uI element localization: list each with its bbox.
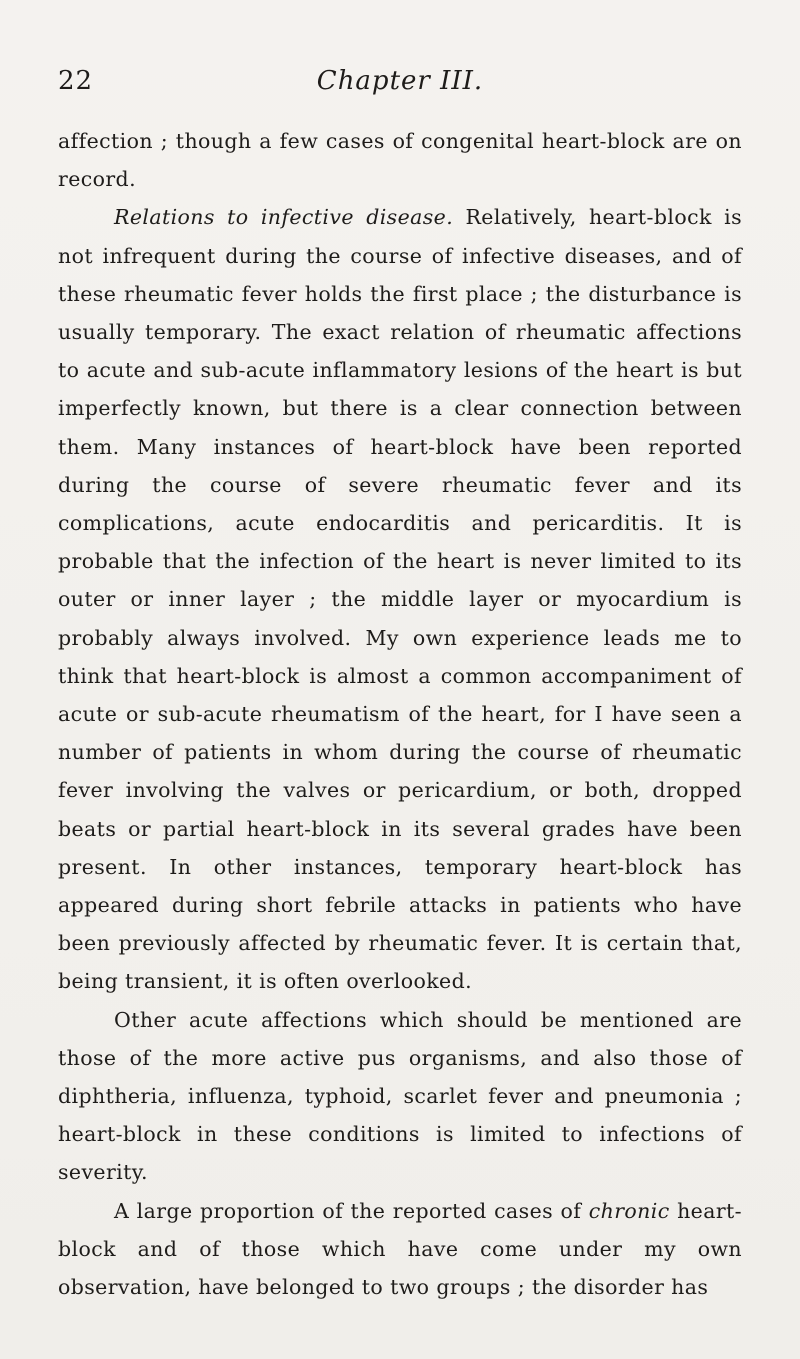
paragraph-infective-disease bbox=[58, 198, 742, 1000]
paragraph-body: Relatively, heart-block is not infrequent during the course of infective diseases, and of these rheumatic fever holds the first place ; the disturbance is usually temporary. The exact relation of rheumatic affections to acute and sub-acute inflammatory lesions of the heart is but imperfectly known, but there is a clear connection between them. Many instances of heart-block have been reported during the course of severe rheumatic fever and its complications, acute endocarditis and pericarditis. It is probable that the infection of the heart is never limited to its outer or inner layer ; the middle layer or myocardium is probably always involved. My own experience leads me to think that heart-block is almost a common accompaniment of acute or sub-acute rheumatism of the heart, for I have seen a number of patients in whom during the course of rheumatic fever involving the valves or pericardium, or both, dropped beats or partial heart-block in its several grades have been present. In other instances, temporary heart-block has appeared during short febrile attacks in patients who have been previously affected by rheumatic fever. It is certain that, being transient, it is often overlooked. bbox=[58, 205, 742, 994]
paragraph-continued: affection ; though a few cases of congenital heart-block are on record. bbox=[58, 129, 742, 192]
body-text bbox=[58, 122, 742, 1306]
paragraph-other-affections: Other acute affections which should be mentioned are those of the more active pus organisms, and also those of diphtheria, influenza, typhoid, scarlet fever and pneumonia ; heart-block in these conditions is limited to infections of severity. bbox=[58, 1007, 742, 1185]
paragraph-text: A large proportion of the reported cases of bbox=[114, 1198, 589, 1223]
chapter-title: Chapter III. bbox=[316, 66, 484, 96]
paragraph-text: heart-block and of those which have come under my own observation, have belonged to two groups ; the disorder has bbox=[58, 1198, 742, 1300]
running-head bbox=[58, 66, 742, 106]
section-heading: Relations to infective disease. bbox=[114, 205, 454, 230]
page-number: 22 bbox=[58, 66, 94, 96]
emphasis-chronic: chronic bbox=[588, 1198, 670, 1223]
paragraph-chronic bbox=[58, 1192, 742, 1307]
